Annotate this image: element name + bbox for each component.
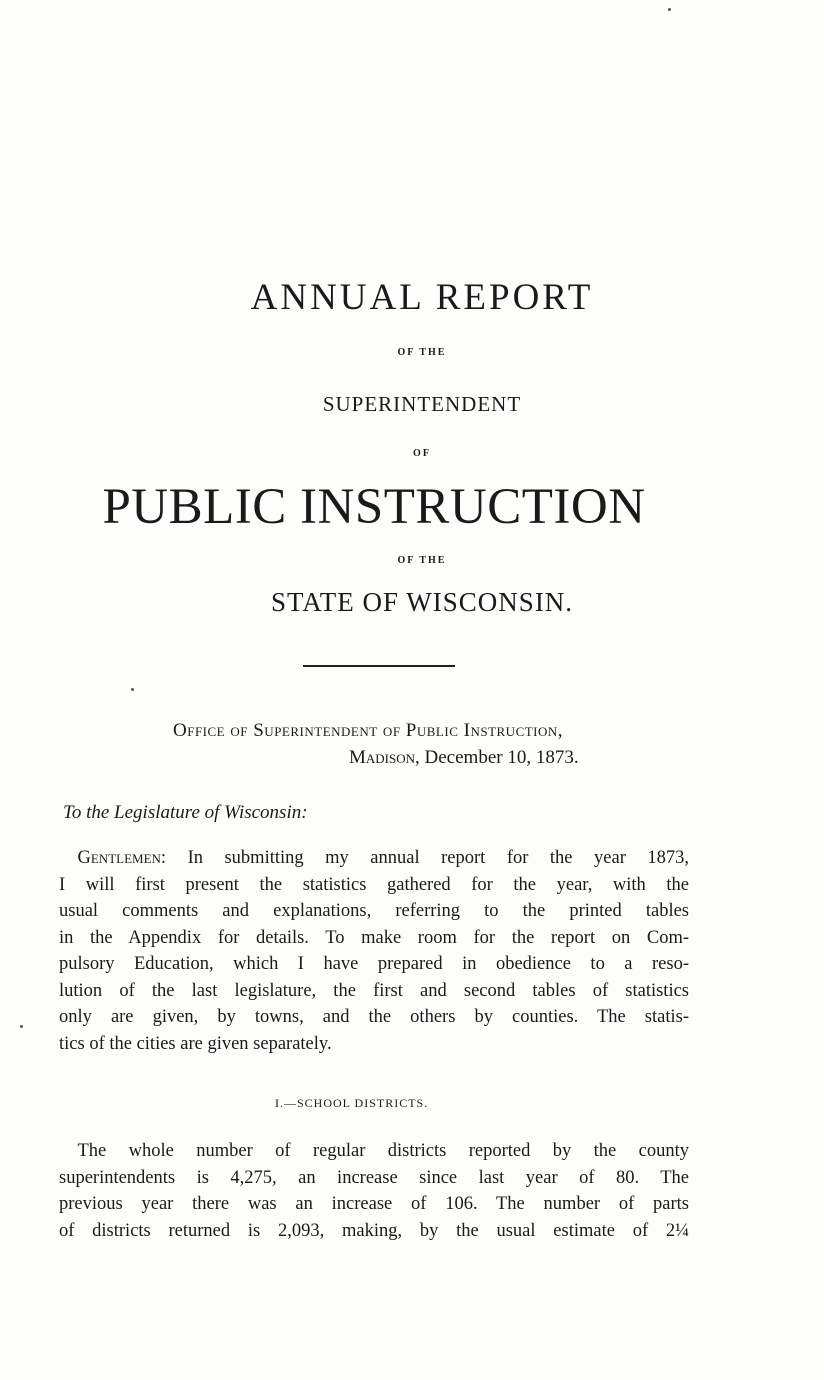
paragraph-line: previous year there was an increase of 106. The number of parts bbox=[59, 1194, 689, 1214]
scan-speck bbox=[131, 688, 134, 691]
title-connector-of-the: OF THE bbox=[397, 347, 447, 358]
paragraph-line: in the Appendix for details. To make room for the report on Com- bbox=[59, 927, 689, 948]
paragraph-line: I will first present the statistics gathered for the year, with the bbox=[59, 874, 689, 895]
report-title: ANNUAL REPORT bbox=[250, 277, 594, 318]
paragraph-line: pulsory Education, which I have prepared in obedience to a reso- bbox=[59, 954, 689, 974]
paragraph-school-districts bbox=[59, 1138, 689, 1244]
title-public-instruction: PUBLIC INSTRUCTION bbox=[102, 479, 646, 535]
paragraph-line: of districts returned is 2,093, making, by the usual estimate of 2¼ bbox=[59, 1220, 689, 1241]
dateline-place-date bbox=[349, 747, 579, 769]
paragraph-line: lution of the last legislature, the first and second tables of statistics bbox=[59, 980, 689, 1001]
paragraph-line: The whole number of regular districts reported by the county bbox=[77, 1141, 689, 1161]
paragraph-line: tics of the cities are given separately. bbox=[59, 1033, 332, 1054]
dateline-office: Office of Superintendent of Public Instruction, bbox=[173, 720, 564, 741]
paragraph-intro bbox=[59, 845, 689, 1057]
title-connector-of-the-2: OF THE bbox=[397, 555, 447, 566]
dateline-date: December 10, 1873. bbox=[424, 747, 579, 768]
salutation: To the Legislature of Wisconsin: bbox=[63, 802, 308, 823]
paragraph-line: usual comments and explanations, referring to the printed tables bbox=[59, 901, 689, 921]
title-connector-of: OF bbox=[413, 448, 431, 459]
title-superintendent: SUPERINTENDENT bbox=[322, 392, 522, 416]
paragraph-line: superintendents is 4,275, an increase since last year of 80. The bbox=[59, 1167, 689, 1188]
paragraph-line: only are given, by towns, and the others by counties. The statis- bbox=[59, 1007, 689, 1027]
scan-speck bbox=[668, 8, 671, 11]
paragraph-lead: Gentlemen: bbox=[77, 848, 167, 868]
section-heading: I.—SCHOOL DISTRICTS. bbox=[275, 1096, 429, 1110]
dateline-place: Madison, bbox=[349, 747, 420, 768]
paragraph-line: Gentlemen: In submitting my annual report for the year 1873, bbox=[77, 848, 689, 868]
scan-speck bbox=[20, 1025, 23, 1028]
title-divider bbox=[303, 665, 455, 667]
title-state: STATE OF WISCONSIN. bbox=[270, 587, 574, 617]
